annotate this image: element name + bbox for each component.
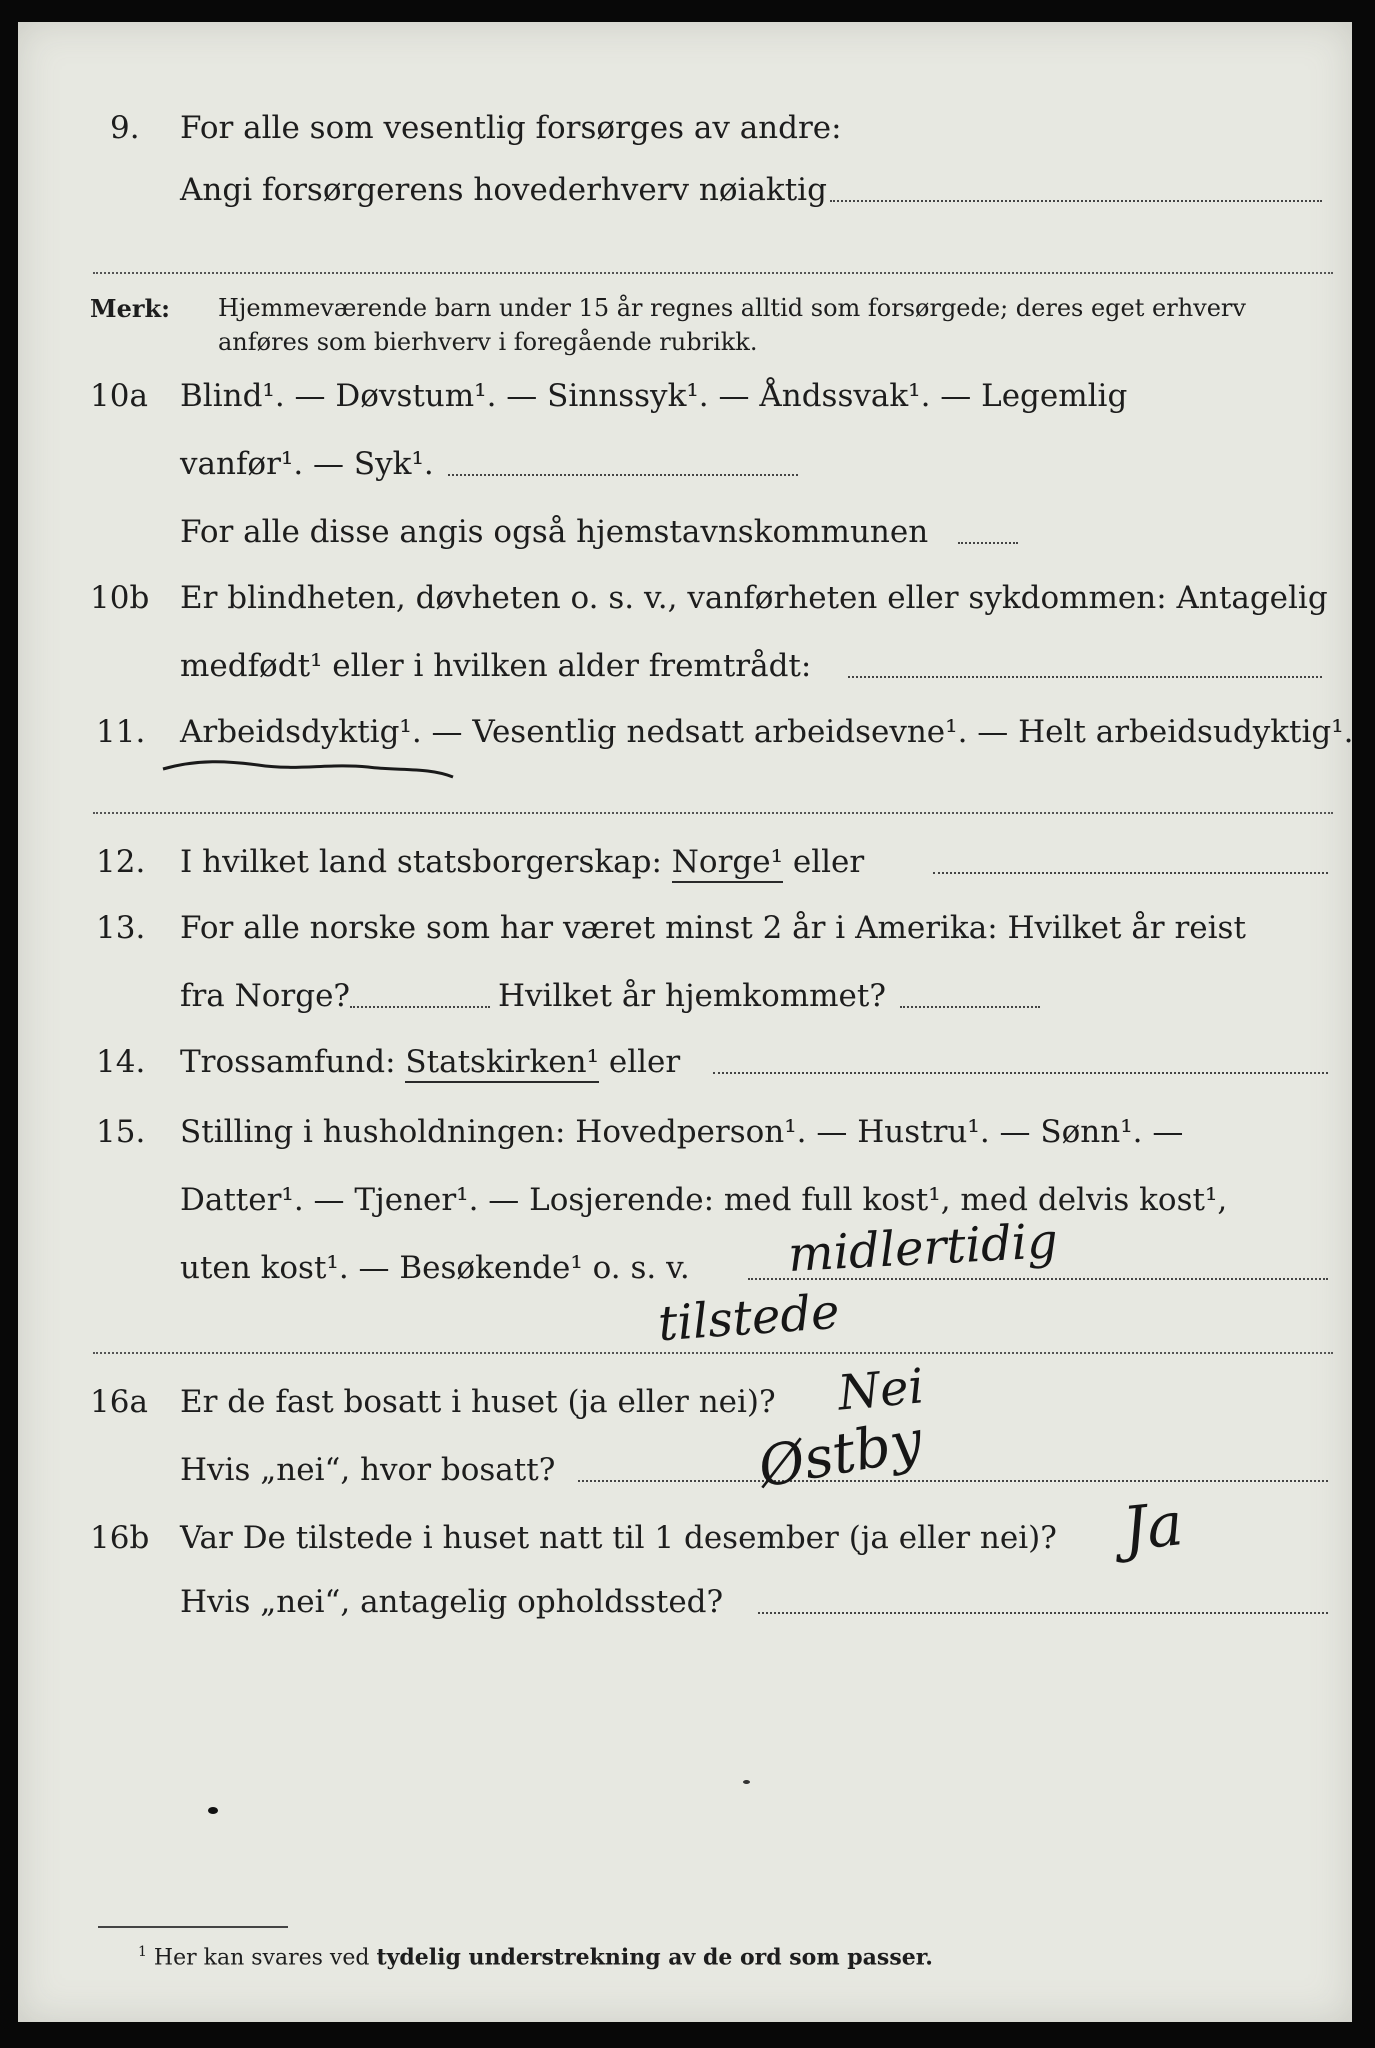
q14-answer-line[interactable] (713, 1072, 1328, 1074)
q16b-number: 16b (90, 1520, 150, 1556)
q12-option-norge[interactable]: Norge¹ (672, 844, 783, 883)
q13-line1: For alle norske som har været minst 2 år i Amerika: Hvilket år reist (180, 910, 1246, 946)
q16a-number: 16a (90, 1384, 148, 1420)
q11-option-arbeidsdyktig[interactable]: Arbeidsdyktig¹. (180, 714, 422, 750)
q16a-line2: Hvis „nei“, hvor bosatt? (180, 1452, 556, 1488)
q16a-handwritten-answer-2: Østby (753, 1408, 928, 1501)
footnote-text: Her kan svares ved (153, 1945, 377, 1971)
footnote-rule (98, 1926, 288, 1928)
q14-number: 14. (96, 1044, 146, 1080)
q10a-line3: For alle disse angis også hjemstavnskommunen (180, 514, 929, 550)
q16b-handwritten-answer-1: Ja (1119, 1489, 1187, 1565)
q14-option-statskirken[interactable]: Statskirken¹ (405, 1044, 599, 1083)
footnote (138, 1944, 933, 1970)
q9-line2: Angi forsørgerens hovederhverv nøiaktig (180, 172, 827, 208)
section-divider (93, 272, 1333, 274)
ink-speck (743, 1780, 750, 1784)
q11-number: 11. (96, 714, 146, 750)
q15-line3: uten kost¹. — Besøkende¹ o. s. v. (180, 1250, 690, 1286)
q11-line (180, 714, 1354, 750)
q10b-line1: Er blindheten, døvheten o. s. v., vanførheten eller sykdommen: Antagelig (180, 580, 1328, 616)
q13-year-left-line[interactable] (350, 1006, 490, 1008)
footnote-marker: 1 (138, 1944, 147, 1960)
q10b-line2: medfødt¹ eller i hvilken alder fremtrådt: (180, 648, 812, 684)
q11-handwritten-underline (158, 757, 458, 787)
q16a-handwritten-answer-1: Nei (835, 1358, 927, 1422)
q12-number: 12. (96, 844, 146, 880)
q14-question: Trossamfund: (180, 1044, 396, 1080)
q13-line2b: Hvilket år hjemkommet? (498, 978, 886, 1014)
q13-year-returned-line[interactable] (900, 1006, 1040, 1008)
q9-line1: For alle som vesentlig forsørges av andre: (180, 110, 842, 146)
merk-line1: Hjemmeværende barn under 15 år regnes alltid som forsørgede; deres eget erhverv (218, 294, 1246, 322)
q10a-number: 10a (90, 378, 148, 414)
q10a-hometown-line[interactable] (958, 542, 1018, 544)
q11-other-options: — Vesentlig nedsatt arbeidsevne¹. — Helt arbeidsudyktig¹. (421, 714, 1354, 750)
q10b-number: 10b (90, 580, 150, 616)
q9-answer-line[interactable] (830, 200, 1322, 202)
q16b-answer-line[interactable] (758, 1612, 1328, 1614)
q10a-answer-line[interactable] (448, 474, 798, 476)
q16a-answer-line[interactable] (578, 1480, 1328, 1482)
q16a-line1: Er de fast bosatt i huset (ja eller nei)? (180, 1384, 776, 1420)
q14-rest: eller (599, 1044, 681, 1080)
q10a-line1: Blind¹. — Døvstum¹. — Sinnssyk¹. — Åndssvak¹. — Legemlig (180, 378, 1128, 414)
q15-line1: Stilling i husholdningen: Hovedperson¹. — Hustru¹. — Sønn¹. — (180, 1114, 1184, 1150)
footnote-text-bold: tydelig understrekning av de ord som passer. (376, 1944, 933, 1971)
q14-line (180, 1044, 680, 1080)
census-form-page (18, 22, 1352, 2022)
q12-rest: eller (783, 844, 865, 880)
q15-handwritten-answer-2: tilstede (656, 1283, 842, 1353)
q10b-answer-line[interactable] (848, 676, 1322, 678)
q12-line (180, 844, 864, 880)
section-divider (93, 1352, 1333, 1354)
q10a-line2: vanfør¹. — Syk¹. (180, 446, 434, 482)
q13-number: 13. (96, 910, 146, 946)
section-divider (93, 812, 1333, 814)
q16b-line1: Var De tilstede i huset natt til 1 desember (ja eller nei)? (180, 1520, 1057, 1556)
q16b-line2: Hvis „nei“, antagelig opholdssted? (180, 1584, 724, 1620)
ink-speck (208, 1807, 218, 1814)
q13-line2a: fra Norge? (180, 978, 351, 1014)
q15-line2: Datter¹. — Tjener¹. — Losjerende: med full kost¹, med delvis kost¹, (180, 1182, 1228, 1218)
q9-number: 9. (110, 110, 140, 146)
q15-handwritten-answer-1: midlertidig (786, 1212, 1060, 1284)
q15-number: 15. (96, 1114, 146, 1150)
merk-label: Merk: (90, 294, 170, 323)
q12-question: I hvilket land statsborgerskap: (180, 844, 662, 880)
q12-answer-line[interactable] (933, 872, 1328, 874)
merk-line2: anføres som bierhverv i foregående rubrikk. (218, 328, 758, 356)
